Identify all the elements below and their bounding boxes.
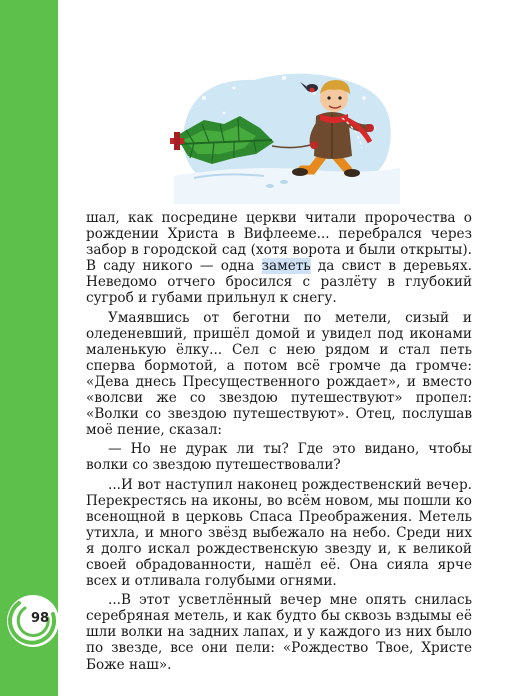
page-number: 98 — [30, 611, 50, 626]
paragraph-5: ...В этот усветлённый вечер мне опять снилась серебряная метель, и как будто бы сквозь вздымы её шли волки на задних лапах, и у каждого из них было по звезде, все они пели: «Рождество Твое, Христе Боже наш». — [86, 592, 472, 673]
story-text — [86, 210, 472, 673]
paragraph-2: Умаявшись от беготни по метели, сизый и оледеневший, пришёл домой и увидел под иконами маленькую ёлку... Сел с нею рядом и стал петь сперва бормотой, а потом всё громче да громче: «Дева днесь Пресущественного рождает», и вместо «волсви же со звездою путешествуют» пропел: «Волки со звездою путешествуют». Отец, послушав моё пение, сказал: — [86, 309, 472, 439]
paragraph-1-text-end: да свист в деревьях. Неведомо отчего бросился с разлёту в глубокий сугроб и губами прильнул к снегу. — [86, 258, 472, 307]
boy-dragging-christmas-tree-illustration — [164, 58, 404, 204]
paragraph-3: — Но не дурак ли ты? Где это видано, чтобы волки со звездою путешествовали? — [86, 441, 472, 474]
paragraph-4: ...И вот наступил наконец рождественский вечер. Перекрестясь на иконы, во всём новом, мы пошли ко всенощной в церковь Спаса Преображения. Метель утихла, и много звёзд выбежало на небо. Среди них я долго искал рождественскую звезду и, к великой своей обрадованности, нашёл её. Она сияла ярче всех и отливала голубыми огнями. — [86, 476, 472, 590]
paragraph-1-text-start: шал, как посредине церкви читали пророчества о рождении Христа в Вифлееме... перебрался через забор в городской сад (хотя ворота и были открыты). В саду никого — одна — [86, 210, 472, 275]
highlighted-word: заметь — [261, 258, 311, 275]
page-side-bar — [0, 0, 58, 696]
paragraph-1 — [86, 210, 472, 307]
